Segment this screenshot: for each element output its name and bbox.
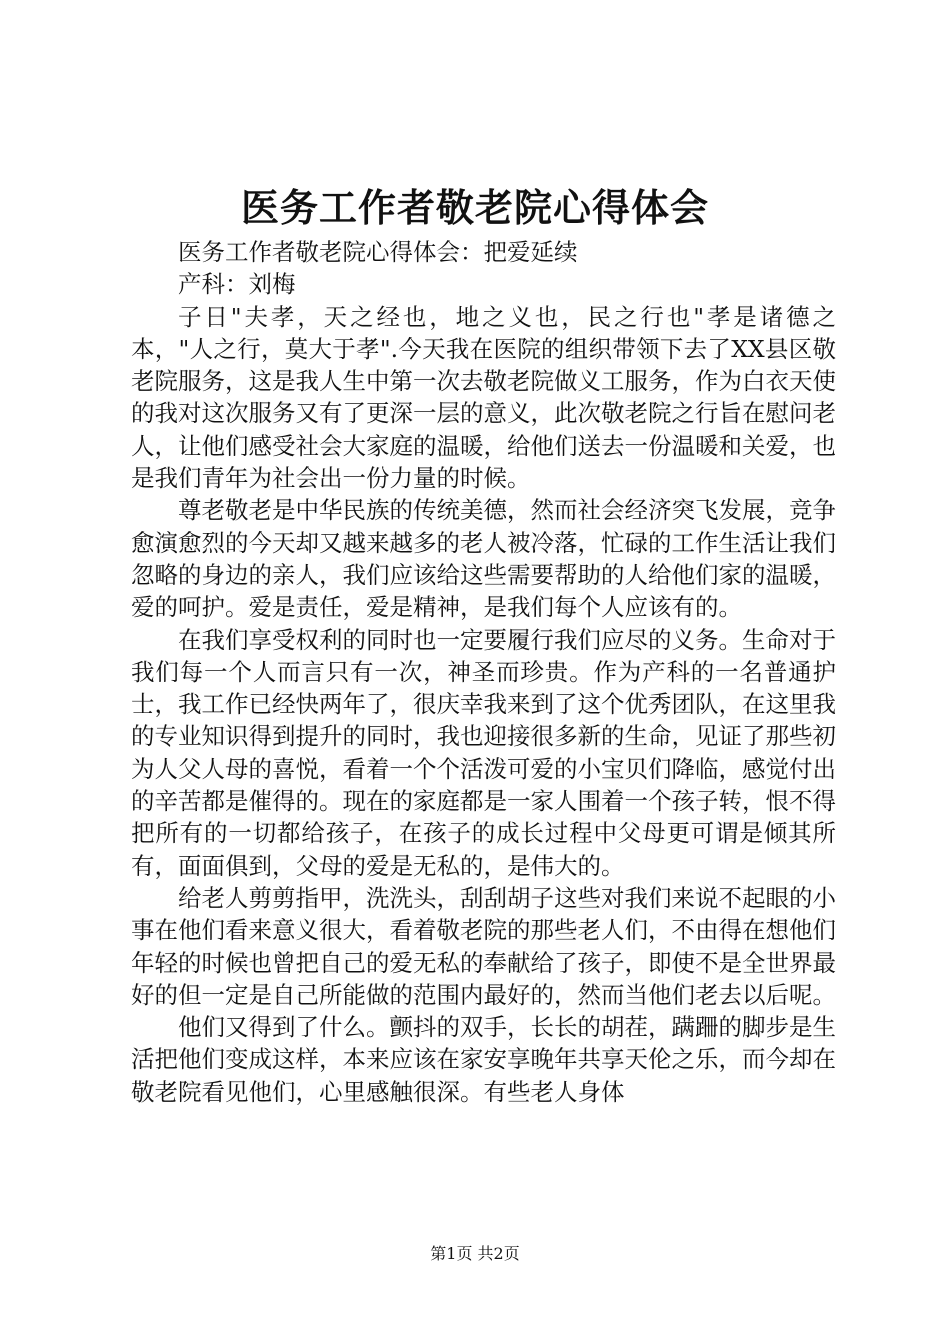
paragraph-1: 子日"夫孝，天之经也，地之义也，民之行也"孝是诸德之本，"人之行，莫大于孝".今天我在医院的组织带领下去了XX县区敬老院服务，这是我人生中第一次去敬老院做义工服务，作为白衣天使的我对这次服务又有了更深一层的意义，此次敬老院之行旨在慰问老人，让他们感受社会大家庭的温暖，给他们送去一份温暖和关爱，也是我们青年为社会出一份力量的时候。 bbox=[131, 302, 836, 493]
paragraph-5: 他们又得到了什么。颤抖的双手，长长的胡茬，蹒跚的脚步是生活把他们变成这样，本来应该在家安享晚年共享天伦之乐，而今却在敬老院看见他们，心里感触很深。有些老人身体 bbox=[131, 1013, 836, 1106]
document-body bbox=[131, 236, 836, 1108]
document-title: 医务工作者敬老院心得体会 bbox=[240, 185, 709, 230]
paragraph-2: 尊老敬老是中华民族的传统美德，然而社会经济突飞发展，竞争愈演愈烈的今天却又越来越多的老人被冷落，忙碌的工作生活让我们忽略的身边的亲人，我们应该给这些需要帮助的人给他们家的温暖，爱的呵护。爱是责任，爱是精神，是我们每个人应该有的。 bbox=[131, 496, 836, 622]
author-line: 产科：刘梅 bbox=[178, 270, 296, 299]
paragraph-4: 给老人剪剪指甲，洗洗头，刮刮胡子这些对我们来说不起眼的小事在他们看来意义很大，看着敬老院的那些老人们，不由得在想他们年轻的时候也曾把自己的爱无私的奉献给了孩子，即使不是全世界最好的但一定是自己所能做的范围内最好的，然而当他们老去以后呢。 bbox=[131, 883, 836, 1009]
paragraph-3: 在我们享受权利的同时也一定要履行我们应尽的义务。生命对于我们每一个人而言只有一次，神圣而珍贵。作为产科的一名普通护士，我工作已经快两年了，很庆幸我来到了这个优秀团队，在这里我的专业知识得到提升的同时，我也迎接很多新的生命，见证了那些初为人父人母的喜悦，看着一个个活泼可爱的小宝贝们降临，感觉付出的辛苦都是催得的。现在的家庭都是一家人围着一个孩子转，恨不得把所有的一切都给孩子，在孩子的成长过程中父母更可谓是倾其所有，面面俱到，父母的爱是无私的，是伟大的。 bbox=[131, 625, 836, 880]
subtitle-line: 医务工作者敬老院心得体会：把爱延续 bbox=[178, 238, 578, 266]
page-footer: 第1页 共2页 bbox=[430, 1244, 520, 1263]
